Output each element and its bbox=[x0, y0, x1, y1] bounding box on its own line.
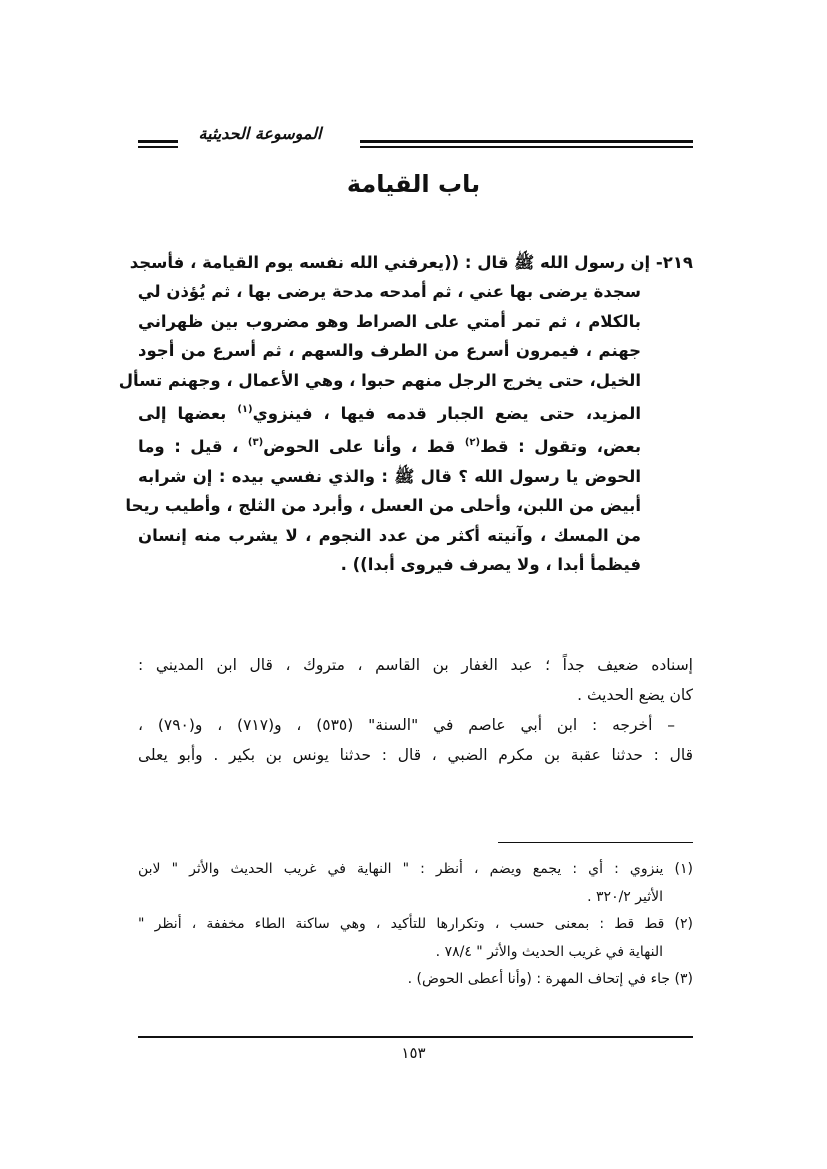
commentary-line: – أخرجه : ابن أبي عاصم في "السنة" (٥٣٥) ، و(٧١٧) ، و(٧٩٠) ، bbox=[138, 716, 675, 734]
header-rule-right bbox=[360, 140, 693, 143]
footnote-separator bbox=[498, 842, 693, 843]
hadith-line bbox=[138, 428, 693, 461]
commentary-line: كان يضع الحديث . bbox=[577, 686, 693, 704]
footnote-line: (٣) جاء في إتحاف المهرة : (وأنا أعطى الحوض) . bbox=[407, 971, 693, 987]
commentary-line: قال : حدثنا عقبة بن مكرم الضبي ، قال : حدثنا يونس بن بكير . وأبو يعلى bbox=[138, 746, 693, 764]
chapter-title: باب القيامة bbox=[346, 170, 481, 198]
page-number: ١٥٣ bbox=[401, 1044, 426, 1062]
hadith-line: جهنم ، فيمرون أسرع من الطرف والسهم ، ثم أسرع من أجود bbox=[138, 341, 641, 361]
footnotes bbox=[138, 856, 693, 994]
hadith-line-part: بعضها إلى bbox=[138, 404, 238, 424]
commentary-line: إسناده ضعيف جداً ؛ عبد الغفار بن القاسم ، متروك ، قال ابن المديني : bbox=[138, 656, 693, 674]
hadith-line-part: المزيد، حتى يضع الجبار قدمه فيها ، فينزوي bbox=[252, 404, 641, 424]
footnote-line: الأثير ٣٢٠/٢ . bbox=[587, 888, 663, 905]
footnote-line: النهاية في غريب الحديث والأثر " ٧٨/٤ . bbox=[435, 943, 663, 960]
hadith-line: أبيض من اللبن، وأحلى من العسل ، وأبرد من الثلج ، وأطيب ريحا bbox=[125, 496, 641, 516]
footnote-ref-2: (٢) bbox=[464, 437, 481, 449]
hadith-line: الحوض يا رسول الله ؟ قال ﷺ : والذي نفسي بيده : إن شرابه bbox=[138, 466, 641, 486]
hadith-line: فيظمأ أبدا ، ولا يصرف فيروى أبدا)) . bbox=[340, 555, 641, 575]
footnote-line: (٢) قط قط : بمعنى حسب ، وتكرارها للتأكيد ، وهي ساكنة الطاء مخففة ، أنظر " bbox=[138, 916, 693, 932]
footnote-ref-1: (١) bbox=[237, 404, 253, 416]
footnote-ref-3: (٣) bbox=[247, 437, 264, 449]
hadith-line: سجدة يرضى بها عني ، ثم أمدحه مدحة يرضى بها ، ثم يُؤذن لي bbox=[137, 282, 641, 302]
hadith-line bbox=[138, 395, 693, 428]
hadith-line-part: بعض، وتقول : قط bbox=[480, 437, 642, 457]
running-header-title: الموسوعة الحديثية bbox=[198, 124, 322, 143]
hadith-line: الخيل، حتى يخرج الرجل منهم حبوا ، وهي الأعمال ، وجهنم تسأل bbox=[118, 370, 641, 390]
footnote-line: (١) ينزوي : أي : يجمع ويضم ، أنظر : " النهاية في غريب الحديث والأثر " لابن bbox=[138, 861, 693, 877]
bottom-rule bbox=[138, 1036, 693, 1038]
hadith-line: من المسك ، وآنيته أكثر من عدد النجوم ، لا يشرب منه إنسان bbox=[138, 525, 641, 545]
hadith-line-part: قط ، وأنا على الحوض bbox=[263, 437, 465, 457]
hadith-text bbox=[118, 248, 693, 579]
isnad-commentary bbox=[138, 650, 693, 770]
hadith-line: بالكلام ، ثم تمر أمتي على الصراط وهو مضروب بين ظهراني bbox=[138, 311, 641, 331]
hadith-line-part: ، قيل : وما bbox=[138, 437, 248, 457]
hadith-line: ٢١٩- إن رسول الله ﷺ قال : ((يعرفني الله نفسه يوم القيامة ، فأسجد bbox=[129, 253, 693, 272]
